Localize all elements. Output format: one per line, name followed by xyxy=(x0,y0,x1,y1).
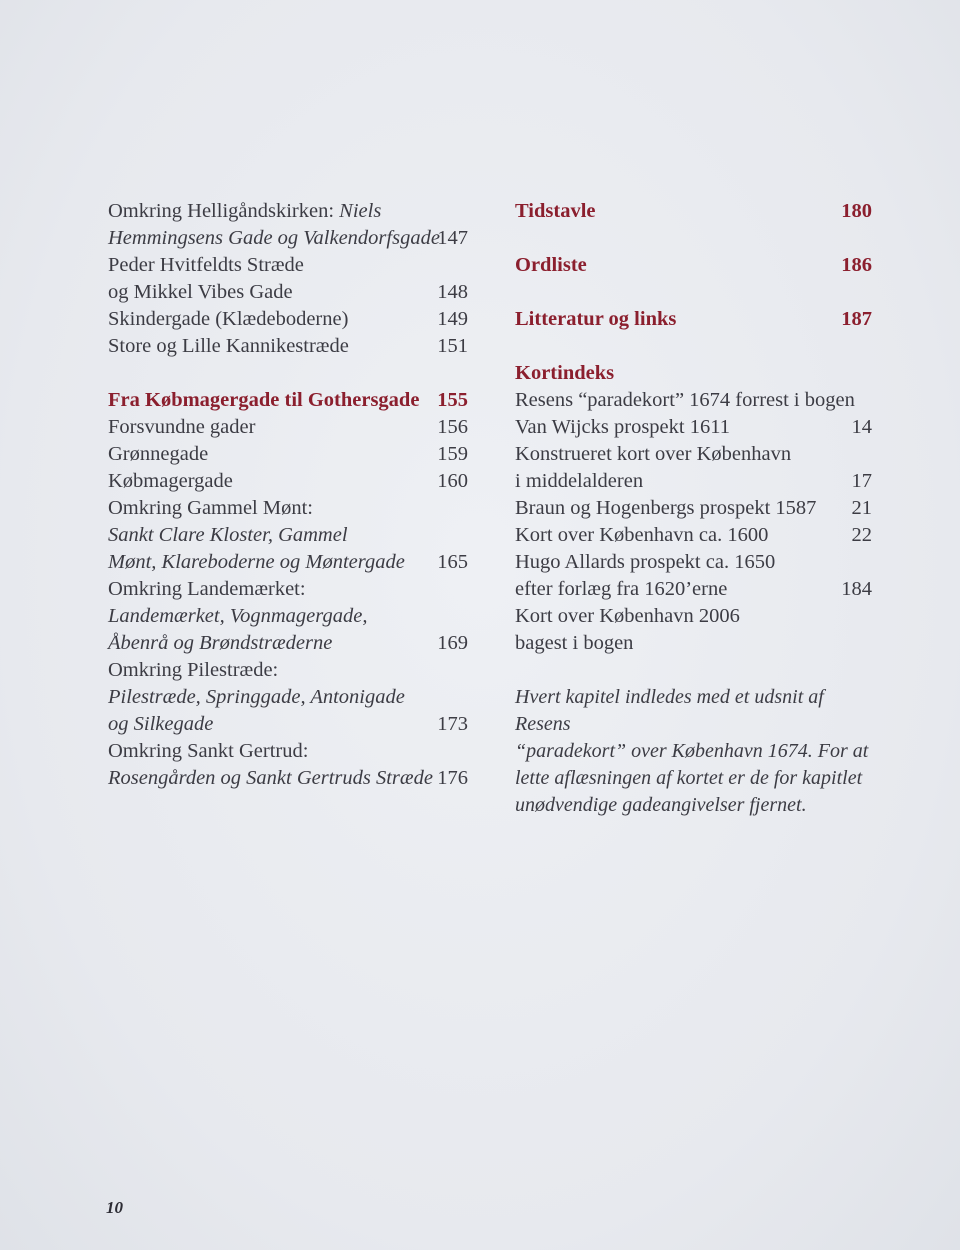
map-note xyxy=(515,684,872,819)
toc-entry: Åbenrå og Brøndstræderne 169 xyxy=(108,632,468,654)
toc-left-column xyxy=(108,198,468,792)
toc-entry: Mønt, Klareboderne og Møntergade 165 xyxy=(108,551,468,573)
toc-entry: Landemærket, Vognmagergade, xyxy=(108,605,368,627)
page-number: 10 xyxy=(106,1198,123,1217)
toc-section-heading: Fra Købmagergade til Gothersgade 155 xyxy=(108,389,468,411)
toc-entry: Hemmingsens Gade og Valkendorfsgade 147 xyxy=(108,227,468,249)
toc-entry: Forsvundne gader 156 xyxy=(108,416,468,438)
note-line: “paradekort” over København 1674. For at xyxy=(515,740,869,762)
toc-entry: Sankt Clare Kloster, Gammel xyxy=(108,524,348,546)
toc-entry: og Mikkel Vibes Gade 148 xyxy=(108,281,468,303)
toc-section-ordliste: Ordliste 186 xyxy=(515,254,872,276)
toc-entry: Omkring Gammel Mønt: xyxy=(108,497,313,519)
toc-entry: Skindergade (Klædeboderne) 149 xyxy=(108,308,468,330)
toc-entry: og Silkegade 173 xyxy=(108,713,468,735)
toc-entry: Omkring Pilestræde: xyxy=(108,659,279,681)
note-line: unødvendige gadeangivelser fjernet. xyxy=(515,794,807,816)
map-index-entry: Braun og Hogenbergs prospekt 1587 21 xyxy=(515,497,872,519)
toc-entry: Omkring Landemærket: xyxy=(108,578,306,600)
map-index-entry: Konstrueret kort over København xyxy=(515,443,792,465)
toc-entry: Pilestræde, Springgade, Antonigade xyxy=(108,686,405,708)
map-index-entry: Resens “paradekort” 1674 forrest i bogen xyxy=(515,389,855,411)
toc-entry: Rosengården og Sankt Gertruds Stræde 176 xyxy=(108,767,468,789)
toc-entry: Store og Lille Kannikestræde 151 xyxy=(108,335,468,357)
toc-entry: Omkring Helligåndskirken: Niels xyxy=(108,200,382,222)
map-index-entry: i middelalderen 17 xyxy=(515,470,872,492)
toc-section-litteratur: Litteratur og links 187 xyxy=(515,308,872,330)
map-index-entry: Kort over København 2006 xyxy=(515,605,740,627)
toc-right-column xyxy=(515,198,872,819)
toc-entry: Omkring Sankt Gertrud: xyxy=(108,740,309,762)
toc-entry: Peder Hvitfeldts Stræde xyxy=(108,254,304,276)
map-index-entry: Kort over København ca. 1600 22 xyxy=(515,524,872,546)
map-index-entry: bagest i bogen xyxy=(515,632,634,654)
toc-entry: Grønnegade 159 xyxy=(108,443,468,465)
toc-section-tidstavle: Tidstavle 180 xyxy=(515,200,872,222)
note-line: lette aflæsningen af kortet er de for kapitlet xyxy=(515,767,863,789)
map-index-entry: Hugo Allards prospekt ca. 1650 xyxy=(515,551,776,573)
map-index-entry: Van Wijcks prospekt 1611 14 xyxy=(515,416,872,438)
note-line: Hvert kapitel indledes med et udsnit af Resens xyxy=(515,686,824,735)
kortindeks-heading: Kortindeks xyxy=(515,362,615,384)
map-index-entry: efter forlæg fra 1620’erne 184 xyxy=(515,578,872,600)
toc-entry: Købmagergade 160 xyxy=(108,470,468,492)
